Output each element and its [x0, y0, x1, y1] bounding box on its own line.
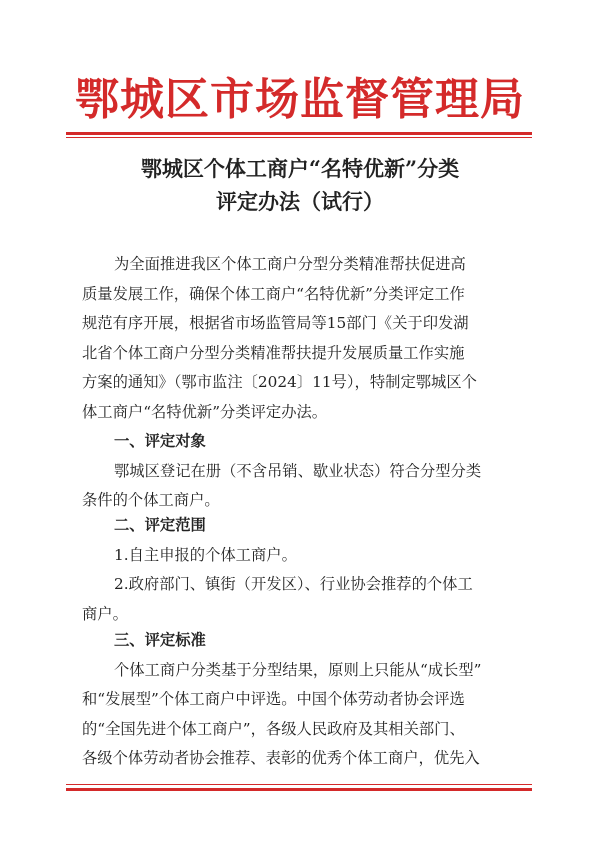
section-3-line: 和“发展型”个体工商户中评选。中国个体劳动者协会评选 [82, 690, 465, 709]
section-2-item-2-line: 2.政府部门、镇街（开发区）、行业协会推荐的个体工 [114, 575, 473, 594]
header-red-rule-thick [66, 132, 532, 135]
intro-line: 方案的通知》（鄂市监注〔2024〕11号），特制定鄂城区个 [82, 373, 477, 392]
section-2-item-1: 1.自主申报的个体工商户。 [114, 545, 297, 564]
document-title-line-1: 鄂城区个体工商户“名特优新”分类 [140, 156, 460, 181]
section-1-line: 鄂城区登记在册（不含吊销、歇业状态）符合分型分类 [114, 461, 482, 480]
section-2-item-2-line: 商户。 [82, 604, 128, 623]
intro-line: 体工商户“名特优新”分类评定办法。 [82, 402, 328, 421]
section-3-heading: 三、评定标准 [114, 631, 206, 649]
section-2-heading: 二、评定范围 [114, 516, 206, 534]
header-red-rule-thin [66, 137, 532, 138]
footer-red-rule-thin [66, 784, 532, 785]
issuing-authority-header: 鄂城区市场监督管理局 [75, 74, 525, 125]
section-1-heading: 一、评定对象 [114, 432, 206, 450]
section-1 [82, 427, 522, 516]
section-3-line: 的“全国先进个体工商户”，各级人民政府及其相关部门、 [82, 719, 465, 738]
section-1-line: 条件的个体工商户。 [82, 491, 220, 510]
document-title-line-2: 评定办法（试行） [216, 189, 384, 214]
intro-line: 规范有序开展，根据省市场监管局等15部门《关于印发湖 [82, 314, 469, 333]
section-3-line: 各级个体劳动者协会推荐、表彰的优秀个体工商户，优先入 [82, 749, 480, 768]
intro-line: 北省个体工商户分型分类精准帮扶提升发展质量工作实施 [82, 343, 465, 362]
footer-red-rule-thick [66, 788, 532, 791]
section-3-line: 个体工商户分类基于分型结果，原则上只能从“成长型” [114, 660, 482, 679]
intro-line: 为全面推进我区个体工商户分型分类精准帮扶促进高 [114, 255, 466, 273]
intro-paragraph [82, 250, 522, 428]
section-3 [82, 626, 522, 774]
intro-line: 质量发展工作，确保个体工商户“名特优新”分类评定工作 [82, 284, 465, 303]
section-2 [82, 511, 522, 629]
